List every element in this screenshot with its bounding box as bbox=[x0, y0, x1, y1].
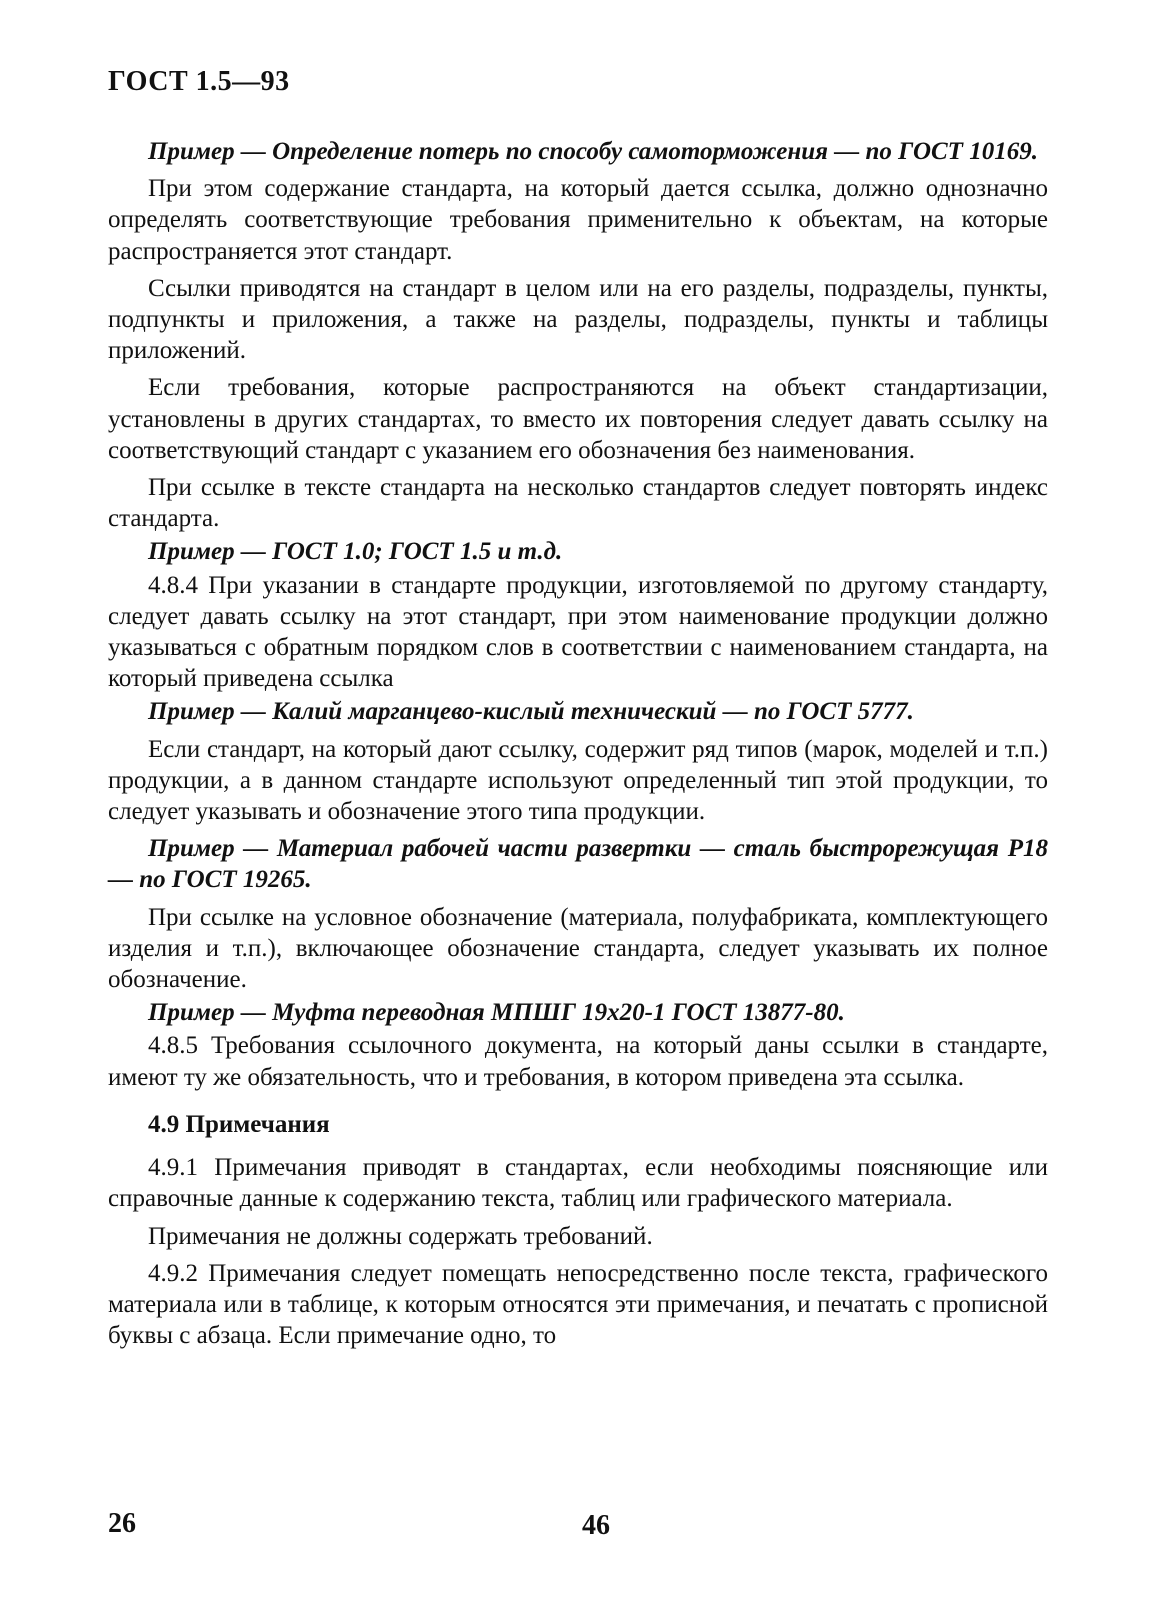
section-heading: 4.9 Примечания bbox=[148, 1110, 330, 1138]
example-paragraph: Пример — ГОСТ 1.0; ГОСТ 1.5 и т.д. bbox=[148, 538, 563, 566]
text-paragraph: При ссылке в тексте стандарта на несколько стандартов следует повторять индекс стандарта. bbox=[108, 474, 1048, 533]
text-paragraph: При ссылке на условное обозначение (материала, полуфабриката, комплектующего изделия и т.п.), включающее обозначение стандарта, следует указывать их полное обозначение. bbox=[108, 903, 1048, 994]
page-number-left: 26 bbox=[108, 1508, 136, 1539]
document-body bbox=[108, 136, 1048, 1357]
example-paragraph: Пример — Муфта переводная МПШГ 19х20-1 ГОСТ 13877-80. bbox=[148, 999, 845, 1027]
text-paragraph: При этом содержание стандарта, на который дается ссылка, должно однозначно определять соответствующие требования применительно к объектам, на которые распространяется этот стандарт. bbox=[108, 175, 1048, 265]
example-paragraph: Пример — Материал рабочей части развертки — сталь быстрорежущая Р18 — по ГОСТ 19265. bbox=[108, 835, 1048, 894]
text-paragraph: 4.8.5 Требования ссылочного документа, на который даны ссылки в стандарте, имеют ту же обязательность, что и требования, в котором приведена эта ссылка. bbox=[108, 1032, 1048, 1091]
document-code-header: ГОСТ 1.5—93 bbox=[108, 66, 290, 97]
text-paragraph: Примечания не должны содержать требований. bbox=[148, 1222, 653, 1250]
text-paragraph: 4.8.4 При указании в стандарте продукции, изготовляемой по другому стандарту, следует давать ссылку на этот стандарт, при этом наименование продукции должно указываться с обратным порядком слов в соответствии с наименованием стандарта, на который приведена ссылка bbox=[108, 571, 1048, 693]
text-paragraph: 4.9.2 Примечания следует помещать непосредственно после текста, графического материала или в таблице, к которым относятся эти примечания, и печатать с прописной буквы с абзаца. Если примечание одно, то bbox=[108, 1259, 1048, 1350]
page-number-center: 46 bbox=[582, 1510, 610, 1541]
example-paragraph: Пример — Определение потерь по способу самоторможения — по ГОСТ 10169. bbox=[148, 138, 1038, 165]
text-paragraph: 4.9.1 Примечания приводят в стандартах, если необходимы поясняющие или справочные данные к содержанию текста, таблиц или графического материала. bbox=[108, 1154, 1048, 1213]
text-paragraph: Ссылки приводятся на стандарт в целом или на его разделы, подразделы, пункты, подпункты и приложения, а также на разделы, подразделы, пункты и таблицы приложений. bbox=[108, 274, 1048, 365]
example-paragraph: Пример — Калий марганцево-кислый технический — по ГОСТ 5777. bbox=[148, 698, 914, 726]
text-paragraph: Если стандарт, на который дают ссылку, содержит ряд типов (марок, моделей и т.п.) продукции, а в данном стандарте используют определенный тип этой продукции, то следует указывать и обозначение этого типа продукции. bbox=[108, 735, 1048, 826]
text-paragraph: Если требования, которые распространяются на объект стандартизации, установлены в других стандартах, то вместо их повторения следует давать ссылку на соответствующий стандарт с указанием его обозначения без наименования. bbox=[108, 374, 1048, 464]
